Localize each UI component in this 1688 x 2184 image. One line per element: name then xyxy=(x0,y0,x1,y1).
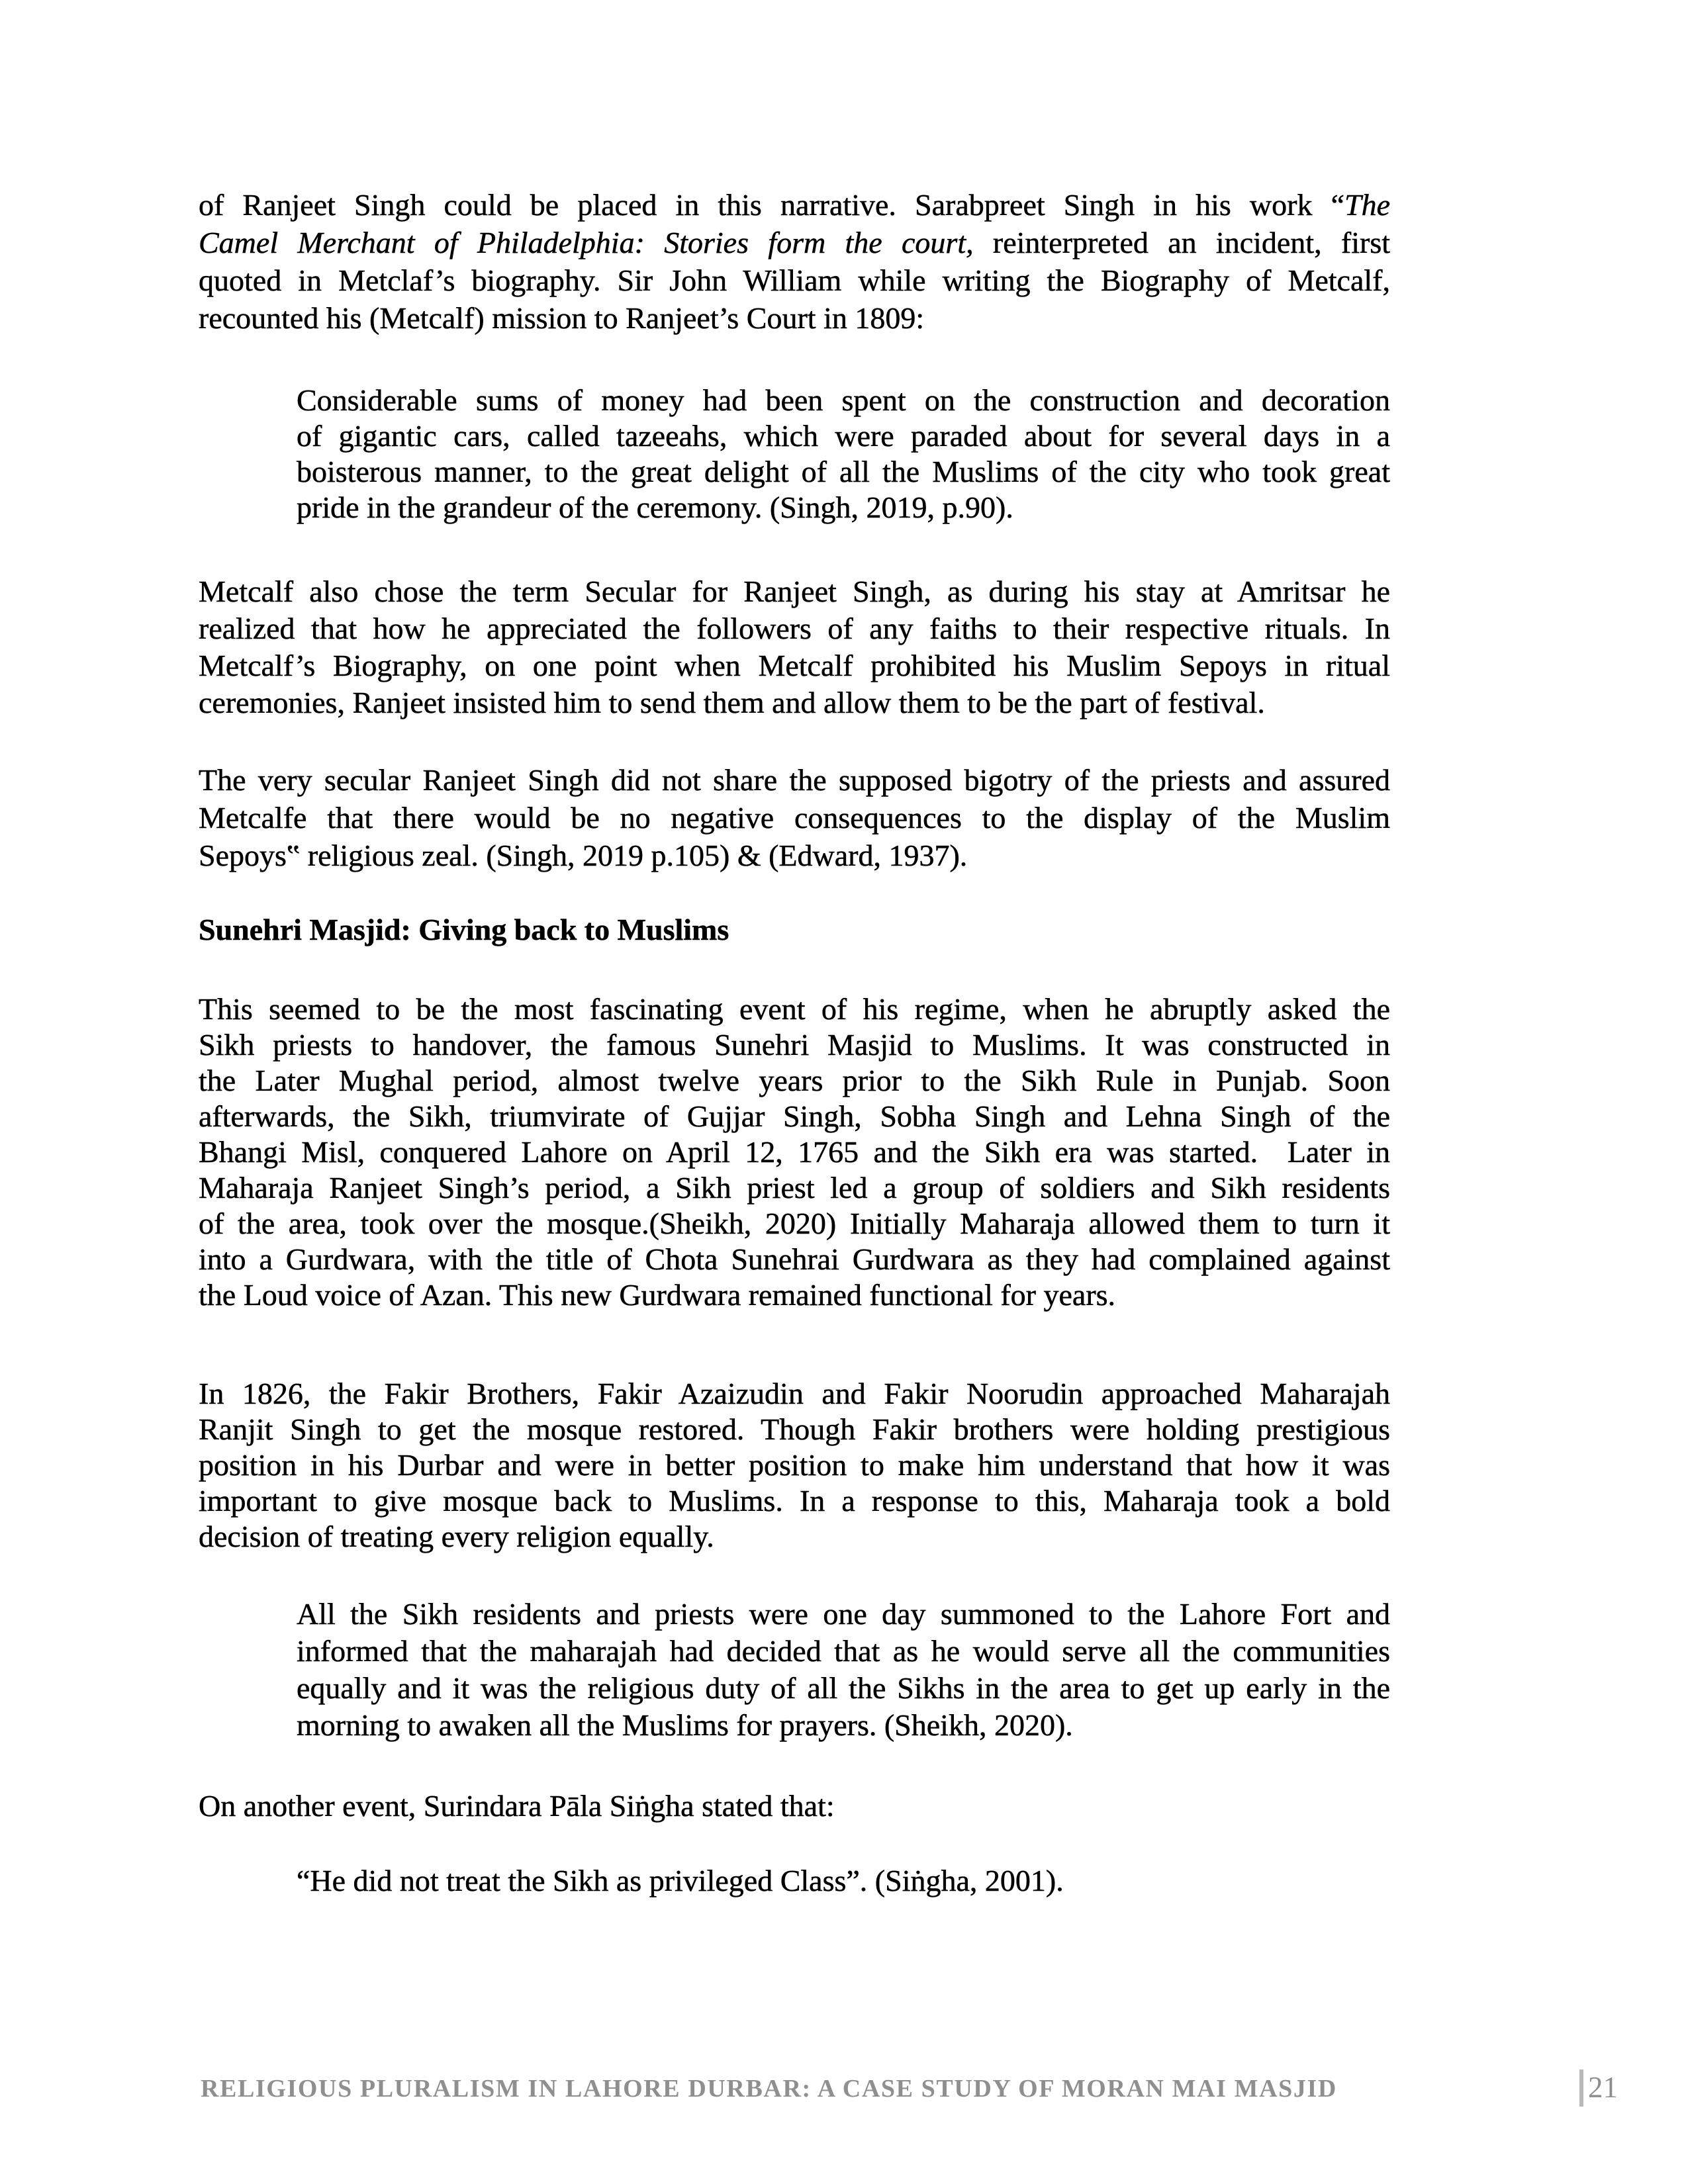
text-segment: Sepoys‟ religious zeal. (Singh, 2019 p.105) & (Edward, 1937). xyxy=(199,839,968,872)
text-line xyxy=(199,799,1390,837)
text-segment: of the area, took over the mosque.(Sheikh, 2020) Initially Maharaja allowed them to turn it xyxy=(199,1206,1390,1240)
text-segment: Considerable sums of money had been spent on the construction and decoration xyxy=(297,383,1390,417)
paragraph-narrative xyxy=(199,186,1390,337)
text-line xyxy=(199,761,1390,799)
text-line xyxy=(297,1670,1390,1707)
paragraph-fakir-brothers xyxy=(199,1376,1390,1555)
text-segment: reinterpreted an incident, first xyxy=(973,226,1390,259)
page-number-value: 21 xyxy=(1588,2071,1618,2104)
text-line xyxy=(297,490,1390,525)
text-segment: Maharaja Ranjeet Singh’s period, a Sikh priest led a group of soldiers and Sikh residents xyxy=(199,1171,1390,1205)
text-line xyxy=(199,1099,1390,1134)
text-segment: Sunehri Masjid: Giving back to Muslims xyxy=(199,913,729,946)
text-segment: This seemed to be the most fascinating event of his regime, when he abruptly asked the xyxy=(199,992,1390,1026)
paragraph-metcalf-secular xyxy=(199,573,1390,721)
text-segment: Metcalf’s Biography, on one point when Metcalf prohibited his Muslim Sepoys in ritual xyxy=(199,649,1390,682)
text-line xyxy=(199,1206,1390,1242)
text-segment: Sikh priests to handover, the famous Sunehri Masjid to Muslims. It was constructed in xyxy=(199,1028,1390,1062)
text-line xyxy=(199,1447,1390,1483)
blockquote-tazeeahs xyxy=(297,383,1390,525)
text-segment: quoted in Metclaf’s biography. Sir John William while writing the Biography of Metcalf, xyxy=(199,263,1390,297)
text-segment: realized that how he appreciated the followers of any faiths to their respective rituals. In xyxy=(199,612,1390,645)
text-line xyxy=(199,647,1390,684)
text-segment: “He did not treat the Sikh as privileged Class”. (Siṅgha, 2001). xyxy=(297,1864,1064,1897)
text-segment: informed that the maharajah had decided that as he would serve all the communities xyxy=(297,1634,1390,1668)
text-segment: pride in the grandeur of the ceremony. (Singh, 2019, p.90). xyxy=(297,490,1013,524)
text-line xyxy=(297,1633,1390,1670)
text-segment: In 1826, the Fakir Brothers, Fakir Azaizudin and Fakir Noorudin approached Maharajah xyxy=(199,1377,1390,1410)
text-segment: Metcalf also chose the term Secular for Ranjeet Singh, as during his stay at Amritsar he xyxy=(199,574,1390,608)
text-segment: important to give mosque back to Muslims. In a response to this, Maharaja took a bold xyxy=(199,1484,1390,1518)
paragraph-on-another-event xyxy=(199,1788,1390,1825)
text-segment: decision of treating every religion equally. xyxy=(199,1520,714,1553)
footer-running-title: RELIGIOUS PLURALISM IN LAHORE DURBAR: A CASE STUDY OF MORAN MAI MASJID xyxy=(201,2075,1337,2103)
text-segment: afterwards, the Sikh, triumvirate of Gujjar Singh, Sobha Singh and Lehna Singh of the xyxy=(199,1099,1390,1133)
text-line xyxy=(199,1376,1390,1412)
text-line xyxy=(199,573,1390,610)
text-segment: of gigantic cars, called tazeeahs, which were paraded about for several days in a xyxy=(297,419,1390,453)
page-number-divider-bar xyxy=(1579,2070,1583,2107)
text-segment: into a Gurdwara, with the title of Chota Sunehrai Gurdwara as they had complained against xyxy=(199,1242,1390,1276)
text-line xyxy=(199,911,1390,948)
text-line xyxy=(199,1788,1390,1825)
text-line xyxy=(199,261,1390,299)
text-segment: On another event, Surindara Pāla Siṅgha stated that: xyxy=(199,1789,835,1823)
text-segment: recounted his (Metcalf) mission to Ranjeet’s Court in 1809: xyxy=(199,301,925,335)
text-line xyxy=(199,610,1390,647)
blockquote-lahore-fort xyxy=(297,1596,1390,1744)
section-heading-sunehri-masjid xyxy=(199,911,1390,948)
text-line xyxy=(199,1134,1390,1170)
text-segment: The very secular Ranjeet Singh did not share the supposed bigotry of the priests and assured xyxy=(199,763,1390,797)
text-line xyxy=(199,991,1390,1027)
text-line xyxy=(297,454,1390,490)
text-segment: of Ranjeet Singh could be placed in this narrative. Sarabpreet Singh in his work “ xyxy=(199,188,1344,222)
text-segment: position in his Durbar and were in better position to make him understand that how it was xyxy=(199,1448,1390,1482)
text-segment: Ranjit Singh to get the mosque restored. Though Fakir brothers were holding prestigious xyxy=(199,1412,1390,1446)
text-line xyxy=(199,1063,1390,1099)
text-line xyxy=(199,1412,1390,1447)
text-line xyxy=(297,383,1390,418)
text-line xyxy=(297,1707,1390,1744)
text-segment: All the Sikh residents and priests were one day summoned to the Lahore Fort and xyxy=(297,1597,1390,1631)
italic-text-segment: The xyxy=(1344,188,1390,222)
text-line xyxy=(199,837,1390,874)
text-line xyxy=(199,299,1390,337)
text-line xyxy=(297,418,1390,454)
text-segment: ceremonies, Ranjeet insisted him to send them and allow them to be the part of festival. xyxy=(199,686,1265,719)
italic-text-segment: Camel Merchant of Philadelphia: Stories form the court, xyxy=(199,226,974,259)
text-segment: the Loud voice of Azan. This new Gurdwara remained functional for years. xyxy=(199,1278,1116,1312)
text-line xyxy=(199,1242,1390,1277)
paragraph-very-secular xyxy=(199,761,1390,874)
text-line xyxy=(199,1027,1390,1063)
paragraph-sunehri-event xyxy=(199,991,1390,1313)
text-line xyxy=(199,1277,1390,1313)
text-line xyxy=(199,1170,1390,1206)
text-line xyxy=(199,684,1390,721)
text-line xyxy=(297,1596,1390,1633)
text-line xyxy=(199,186,1390,224)
text-segment: Metcalfe that there would be no negative consequences to the display of the Muslim xyxy=(199,801,1390,835)
text-segment: morning to awaken all the Muslims for prayers. (Sheikh, 2020). xyxy=(297,1708,1073,1742)
text-line xyxy=(199,1519,1390,1555)
text-segment: boisterous manner, to the great delight of all the Muslims of the city who took great xyxy=(297,455,1390,488)
blockquote-privileged-class xyxy=(297,1862,1390,1899)
text-line xyxy=(199,1483,1390,1519)
text-line xyxy=(297,1862,1390,1899)
text-line xyxy=(199,224,1390,261)
text-segment: equally and it was the religious duty of all the Sikhs in the area to get up early in the xyxy=(297,1671,1390,1705)
text-segment: Bhangi Misl, conquered Lahore on April 12, 1765 and the Sikh era was started. Later in xyxy=(199,1135,1390,1169)
text-segment: the Later Mughal period, almost twelve years prior to the Sikh Rule in Punjab. Soon xyxy=(199,1064,1390,1097)
